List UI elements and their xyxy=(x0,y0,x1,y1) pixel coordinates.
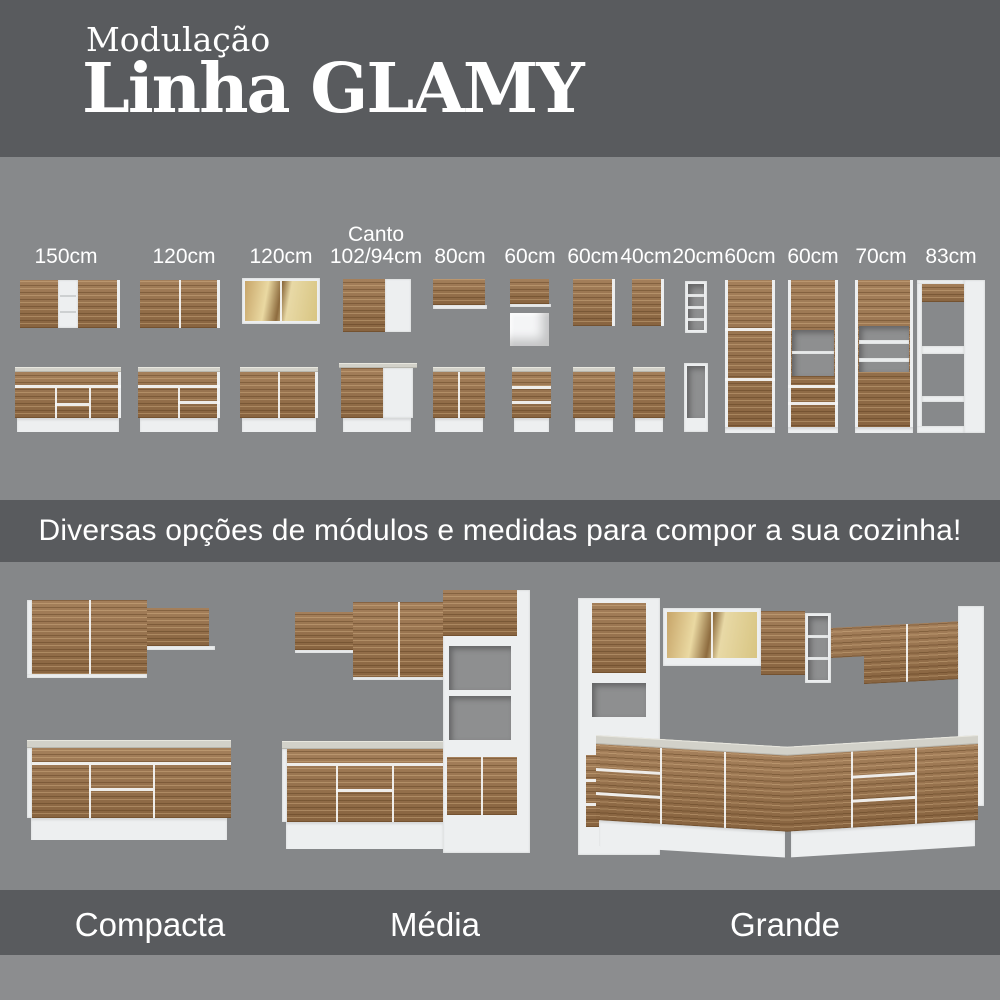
module-size-label: 70cm xyxy=(855,245,907,268)
layout-label-media: Média xyxy=(390,906,480,943)
module-120cm-wall-cabinet xyxy=(140,280,220,328)
module-size-label: 60cm xyxy=(787,245,839,268)
module-canto-wall-cabinet xyxy=(343,279,411,332)
module-size-label: 80cm xyxy=(434,245,486,268)
media-wall-cabinet-small xyxy=(295,612,353,650)
canto-line2: 102/94cm xyxy=(329,245,423,268)
module-20cm-base-shelf xyxy=(684,363,708,432)
module-60cm-wall-cabinet-2 xyxy=(573,279,615,326)
module-120cm-glass-wall-cabinet xyxy=(242,278,320,324)
kicker: Modulação xyxy=(86,20,271,59)
modules-band xyxy=(0,157,1000,500)
module-size-label: 83cm xyxy=(925,245,977,268)
footer-strip xyxy=(0,955,1000,1000)
module-size-label: 60cm xyxy=(504,245,556,268)
grande-wall-cabinet-center xyxy=(761,611,805,675)
media-tall-tower xyxy=(443,590,530,853)
module-size-label: 20cm xyxy=(672,245,724,268)
module-120cm-base-cabinet xyxy=(138,367,220,432)
compacta-wall-cabinet-right xyxy=(147,608,209,646)
plinth xyxy=(17,418,119,432)
module-60cm-tall-oven-tower xyxy=(788,280,838,433)
module-83cm-open-frame xyxy=(917,280,985,433)
module-150cm-base-cabinet xyxy=(15,367,121,432)
banner-text: Diversas opções de módulos e medidas para compor a sua cozinha! xyxy=(38,514,962,547)
plinth xyxy=(286,822,443,849)
module-canto-base-cabinet xyxy=(339,363,417,432)
corner-white-door xyxy=(385,279,411,332)
open-shelf xyxy=(58,280,78,328)
open-shelves xyxy=(859,326,909,372)
module-20cm-wall-shelf xyxy=(685,281,707,333)
module-size-label: 60cm xyxy=(567,245,619,268)
media-base-cabinet xyxy=(282,741,443,849)
module-size-label: 40cm xyxy=(620,245,672,268)
module-120cm-base-cabinet-2 xyxy=(240,367,318,432)
module-size-label: 120cm xyxy=(152,245,216,268)
module-size-label-canto xyxy=(330,224,422,268)
compacta-wall-cabinet xyxy=(27,600,147,678)
module-60cm-drawer-base xyxy=(512,367,551,432)
module-60cm-wall-cabinet xyxy=(510,279,549,308)
module-40cm-wall-cabinet xyxy=(632,279,664,326)
grande-glass-wall-cabinet xyxy=(663,608,761,666)
page-title: Linha GLAMY xyxy=(82,49,583,129)
module-size-label: 150cm xyxy=(34,245,98,268)
grande-corner-shelves xyxy=(805,613,831,683)
module-40cm-base-cabinet xyxy=(633,367,665,432)
layout-label-grande: Grande xyxy=(729,906,841,943)
countertop xyxy=(27,740,231,748)
module-80cm-wall-cabinet xyxy=(433,279,487,310)
module-70cm-tall-cabinet xyxy=(855,280,913,433)
compacta-base-cabinet xyxy=(27,740,231,840)
plinth xyxy=(31,818,227,840)
module-size-label: 120cm xyxy=(249,245,313,268)
module-80cm-base-cabinet xyxy=(433,367,485,432)
grande-base-right-arm xyxy=(788,735,978,865)
module-60cm-tall-pantry xyxy=(725,280,775,433)
oven-niche xyxy=(792,330,834,376)
grande-base-left-arm xyxy=(596,735,788,865)
module-size-label: 60cm xyxy=(724,245,776,268)
canto-line1: Canto xyxy=(347,223,405,246)
module-60cm-base-cabinet-2 xyxy=(573,367,615,432)
media-wall-cabinet-main xyxy=(353,602,443,680)
countertop xyxy=(282,741,443,749)
layout-label-compacta: Compacta xyxy=(74,906,226,943)
module-150cm-wall-cabinet xyxy=(20,280,120,328)
frame-wood-header xyxy=(922,284,964,302)
module-60cm-open-box xyxy=(510,313,549,346)
